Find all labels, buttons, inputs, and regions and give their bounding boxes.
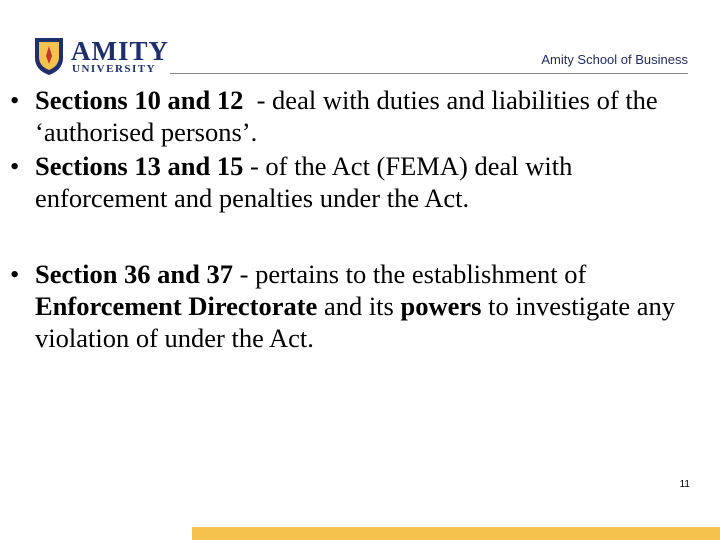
logo-subtitle: UNIVERSITY <box>72 63 157 75</box>
footer-accent-bar <box>192 527 720 540</box>
bullet-text: and its <box>317 291 401 321</box>
school-name: Amity School of Business <box>541 52 688 67</box>
bullet-text: - pertains to the establishment of <box>233 259 593 289</box>
bullet-emphasis: powers <box>400 291 482 321</box>
bullet-text: to investigate any violation of under the Act. <box>35 291 682 353</box>
bullet-item <box>10 258 710 354</box>
bullet-heading: Sections 13 and 15 <box>35 151 244 181</box>
crest-icon <box>33 36 65 76</box>
page-number: 11 <box>679 479 690 490</box>
header-divider <box>170 73 688 74</box>
bullet-dot: • <box>10 259 20 289</box>
logo-wordmark: AMITY <box>71 36 169 66</box>
bullet-emphasis: Enforcement Directorate <box>35 291 318 321</box>
bullet-text: - of the Act (FEMA) deal with enforcement and penalties under the Act. <box>35 151 579 213</box>
bullet-heading: Section 36 and 37 <box>35 259 234 289</box>
bullet-list <box>10 84 710 354</box>
bullet-dot: • <box>10 151 20 181</box>
amity-logo <box>33 36 169 78</box>
bullet-heading: Sections 10 and 12 <box>35 85 244 115</box>
bullet-dot: • <box>10 85 20 115</box>
bullet-item <box>10 84 710 148</box>
bullet-text: - deal with duties and liabilities of the ‘authorised persons’. <box>35 85 665 147</box>
bullet-item <box>10 150 710 214</box>
